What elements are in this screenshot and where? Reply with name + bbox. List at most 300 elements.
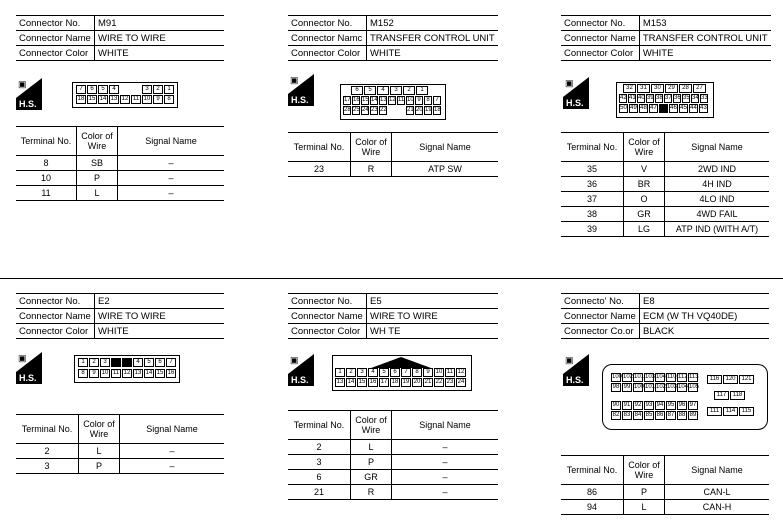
pin: 10 — [143, 96, 151, 102]
signal-name-cell: – — [392, 440, 499, 455]
connector-color-label: Connector Color — [16, 324, 95, 339]
pin: 17 — [380, 379, 388, 385]
table-row — [16, 444, 224, 459]
pin: 11 — [132, 96, 140, 102]
pin: 10 — [101, 370, 109, 376]
signal-name-header: Signal Name — [392, 411, 499, 440]
signal-name-cell: ATP IND (WITH A/T) — [665, 222, 770, 237]
pin: 82 — [612, 412, 620, 418]
signal-name-cell: – — [120, 444, 225, 459]
terminal-no-cell: 8 — [16, 156, 77, 171]
connector-info-table — [288, 293, 498, 339]
signal-name-cell: 4LO IND — [665, 192, 770, 207]
table-row — [561, 192, 769, 207]
signal-name-cell: 2WD IND — [665, 162, 770, 177]
pin: 41 — [629, 95, 636, 101]
table-row — [16, 156, 224, 171]
connector-color-value: WHITE — [639, 46, 770, 61]
connector-info-table — [288, 15, 498, 61]
pin: 94 — [656, 402, 664, 408]
wire-color-cell: R — [351, 485, 392, 500]
pin: 1 — [416, 86, 428, 95]
terminal-table-e2 — [16, 414, 224, 474]
wire-color-cell: L — [77, 186, 118, 201]
wire-color-cell: BR — [624, 177, 665, 192]
pin: 20 — [416, 107, 423, 113]
pin: 10 — [435, 369, 443, 375]
hs-icon: ▣ H.S. — [16, 352, 42, 384]
pin: 24 — [362, 107, 369, 113]
connector-face-m153 — [616, 82, 714, 118]
pin: 7 — [401, 368, 411, 377]
terminal-no-header: Terminal No. — [16, 415, 79, 444]
table-row — [561, 207, 769, 222]
pin: 3 — [390, 86, 402, 95]
signal-name-cell: – — [118, 171, 225, 186]
pin: 13 — [134, 370, 142, 376]
pin: 21 — [424, 379, 432, 385]
connector-color-label: Connector Color — [288, 46, 367, 61]
pin: 105 — [689, 384, 700, 390]
pin: 14 — [347, 379, 355, 385]
connector-name-value: WIRE TO WIRE — [95, 31, 225, 46]
terminal-no-header: Terminal No. — [288, 133, 351, 162]
pin: 12 — [389, 97, 396, 103]
table-row — [561, 222, 769, 237]
pin: 35 — [683, 95, 690, 101]
pin: 5 — [364, 86, 376, 95]
signal-name-cell: CAN-L — [665, 485, 770, 500]
wire-color-header: Color of Wire — [351, 133, 392, 162]
connector-color-label: Connector Color — [288, 324, 367, 339]
pin: 12 — [123, 370, 131, 376]
terminal-no-header: Terminal No. — [561, 133, 624, 162]
signal-name-header: Signal Name — [120, 415, 225, 444]
pin: 15 — [358, 379, 366, 385]
pin: 23 — [446, 379, 454, 385]
pin: 49 — [630, 105, 637, 111]
pin: 23 — [371, 107, 378, 113]
table-row — [288, 485, 498, 500]
pin — [659, 104, 668, 113]
signal-name-cell: – — [120, 459, 225, 474]
pin: 4 — [109, 85, 119, 94]
pin: 50 — [620, 105, 627, 111]
pin: 15 — [362, 97, 369, 103]
pin: 103 — [667, 384, 678, 390]
pin: 11 — [112, 370, 120, 376]
pin: 46 — [670, 105, 677, 111]
connector-color-value: WHITE — [95, 324, 225, 339]
connector-m91 — [16, 15, 224, 61]
terminal-table-m152 — [288, 132, 498, 177]
wire-color-header: Color of Wire — [77, 127, 118, 156]
pin: 18 — [434, 107, 441, 113]
connector-face-m152 — [340, 84, 446, 120]
connector-color-label: Connector Co.or — [561, 324, 640, 339]
pin: 114 — [723, 407, 738, 416]
pin: 2 — [153, 85, 163, 94]
pin: 44 — [690, 105, 697, 111]
pin: 117 — [714, 391, 729, 400]
wire-color-header: Color of Wire — [624, 133, 665, 162]
connector-no-label: Connector No. — [561, 16, 639, 31]
signal-name-cell: 4WD FAIL — [665, 207, 770, 222]
connector-e5 — [288, 293, 498, 339]
pin: 25 — [353, 107, 360, 113]
pin: 113 — [689, 374, 699, 380]
connector-color-value: WHITE — [95, 46, 225, 61]
pin — [131, 85, 141, 94]
terminal-no-header: Terminal No. — [288, 411, 351, 440]
pin: 6 — [351, 86, 363, 95]
signal-name-header: Signal Name — [118, 127, 225, 156]
pin: 12 — [121, 96, 129, 102]
pin: 1 — [164, 85, 174, 94]
connector-name-label: Connector Name — [16, 309, 95, 324]
terminal-table-m91 — [16, 126, 224, 201]
terminal-no-cell: 10 — [16, 171, 77, 186]
table-row — [288, 470, 498, 485]
pin: 104 — [656, 374, 667, 380]
pin: 19 — [425, 107, 432, 113]
terminal-no-cell: 3 — [288, 455, 351, 470]
connector-face-e2 — [74, 355, 180, 383]
terminal-no-cell: 11 — [16, 186, 77, 201]
wire-color-header: Color of Wire — [79, 415, 120, 444]
pin: 36 — [674, 95, 681, 101]
pin — [397, 106, 405, 115]
connector-name-value: TRANSFER CONTROL UNIT — [367, 31, 499, 46]
pin: 6 — [155, 358, 165, 367]
pin: 83 — [623, 412, 631, 418]
pin: 10 — [407, 97, 414, 103]
hs-icon: ▣ H.S. — [288, 354, 314, 386]
pin: 13 — [380, 97, 387, 103]
pin: 93 — [645, 402, 653, 408]
wire-color-cell: GR — [351, 470, 392, 485]
pin: 13 — [336, 379, 344, 385]
connector-color-label: Connector Color — [16, 46, 95, 61]
table-row — [561, 485, 769, 500]
connector-name-label: Connector Name — [288, 309, 367, 324]
hs-icon: ▣ H.S. — [563, 354, 589, 386]
connector-no-label: Connecto' No. — [561, 294, 640, 309]
wire-color-cell: LG — [624, 222, 665, 237]
connector-name-value: WIRE TO WIRE — [367, 309, 499, 324]
pin — [111, 358, 121, 367]
pin: 40 — [638, 95, 645, 101]
pin: 2 — [346, 368, 356, 377]
signal-name-cell: – — [392, 455, 499, 470]
connector-name-label: Connector Name — [561, 31, 639, 46]
pin: 7 — [433, 96, 441, 105]
signal-name-cell: – — [392, 485, 499, 500]
pin: 3 — [142, 85, 152, 94]
terminal-no-cell: 39 — [561, 222, 624, 237]
pin: 121 — [739, 375, 754, 384]
pin: 4 — [377, 86, 389, 95]
pin: 5 — [379, 368, 389, 377]
pin: 42 — [620, 95, 627, 101]
table-row — [288, 440, 498, 455]
pin: 97 — [689, 402, 697, 408]
section-divider — [0, 278, 783, 279]
table-row — [16, 459, 224, 474]
pin: 4 — [368, 368, 378, 377]
pin: 45 — [680, 105, 687, 111]
connector-e8 — [561, 293, 769, 339]
hs-icon: ▣ H.S. — [288, 74, 314, 106]
pin: 101 — [634, 374, 645, 380]
wire-color-cell: O — [624, 192, 665, 207]
pin: 2 — [89, 358, 99, 367]
connector-e2 — [16, 293, 224, 339]
pin: 103 — [645, 374, 656, 380]
pin — [122, 358, 132, 367]
terminal-no-cell: 94 — [561, 500, 624, 515]
connector-no-value: E2 — [95, 294, 225, 309]
pin: 110 — [667, 374, 677, 380]
pin — [120, 85, 130, 94]
pin: 9 — [415, 96, 423, 105]
pin: 1 — [78, 358, 88, 367]
pin: 30 — [651, 84, 664, 93]
terminal-table-m153 — [561, 132, 769, 237]
pin: 28 — [679, 84, 692, 93]
pin: 39 — [647, 95, 654, 101]
connector-name-value: WIRE TO WIRE — [95, 309, 225, 324]
connector-no-label: Connector No. — [288, 294, 367, 309]
pin: 7 — [166, 358, 176, 367]
pin: 3 — [100, 358, 110, 367]
pin: 98 — [612, 384, 620, 390]
connector-no-value: M91 — [95, 16, 225, 31]
connector-latch — [371, 356, 431, 368]
pin: 95 — [667, 402, 675, 408]
connector-info-table — [561, 293, 769, 339]
wire-color-cell: SB — [77, 156, 118, 171]
pin: 6 — [390, 368, 400, 377]
connector-name-label: Connector Name — [16, 31, 95, 46]
pin: 31 — [637, 84, 650, 93]
pin: 11 — [446, 369, 454, 375]
pin: 20 — [413, 379, 421, 385]
pin — [388, 106, 396, 115]
terminal-no-header: Terminal No. — [561, 456, 624, 485]
pin: 101 — [645, 384, 656, 390]
pin: 34 — [692, 95, 699, 101]
pin: 28 — [344, 107, 351, 113]
pin: 5 — [144, 358, 154, 367]
signal-name-header: Signal Name — [665, 456, 770, 485]
pin: 111 — [707, 407, 722, 416]
connector-color-value: WH TE — [367, 324, 499, 339]
wire-color-cell: L — [624, 500, 665, 515]
wire-color-cell: L — [351, 440, 392, 455]
terminal-table-e8 — [561, 455, 769, 515]
pin: 100 — [612, 374, 623, 380]
pin: 48 — [640, 105, 647, 111]
pin: 47 — [650, 105, 657, 111]
pin: 99 — [623, 384, 631, 390]
pin: 37 — [665, 95, 672, 101]
pin: 5 — [98, 85, 108, 94]
table-row — [561, 177, 769, 192]
pin: 16 — [167, 370, 175, 376]
pin: 3 — [357, 368, 367, 377]
signal-name-cell: ATP SW — [392, 162, 499, 177]
table-row — [288, 455, 498, 470]
pin: 96 — [678, 402, 686, 408]
terminal-no-cell: 3 — [16, 459, 79, 474]
connector-face-e8 — [602, 364, 768, 430]
pin: 8 — [78, 369, 88, 378]
pin: 11 — [398, 97, 405, 103]
terminal-no-cell: 21 — [288, 485, 351, 500]
pin: 12 — [457, 369, 465, 375]
pin: 6 — [87, 85, 97, 94]
pin: 84 — [634, 412, 642, 418]
pin: 32 — [623, 84, 636, 93]
pin: 90 — [612, 402, 620, 408]
pin: 19 — [402, 379, 410, 385]
connector-no-value: E8 — [640, 294, 770, 309]
pin: 8 — [424, 96, 432, 105]
pin: 2 — [403, 86, 415, 95]
wire-color-cell: L — [79, 444, 120, 459]
terminal-no-cell: 23 — [288, 162, 351, 177]
pin: 24 — [457, 379, 465, 385]
signal-name-cell: CAN-H — [665, 500, 770, 515]
connector-no-value: M153 — [639, 16, 770, 31]
terminal-no-cell: 38 — [561, 207, 624, 222]
connector-color-value: BLACK — [640, 324, 770, 339]
pin: 15 — [88, 96, 96, 102]
table-row — [561, 162, 769, 177]
pin: 21 — [407, 107, 414, 113]
wire-color-header: Color of Wire — [351, 411, 392, 440]
connector-name-label: Connector Name — [561, 309, 640, 324]
connector-name-label: Connector Namc — [288, 31, 367, 46]
terminal-no-cell: 2 — [16, 444, 79, 459]
connector-name-value: TRANSFER CONTROL UNIT — [639, 31, 770, 46]
connector-face-e5 — [332, 355, 472, 391]
pin: 4 — [133, 358, 143, 367]
hs-icon: ▣ H.S. — [563, 77, 589, 109]
pin: 115 — [739, 407, 754, 416]
signal-name-cell: – — [118, 156, 225, 171]
wire-color-cell: P — [624, 485, 665, 500]
terminal-no-cell: 35 — [561, 162, 624, 177]
pin: 14 — [371, 97, 378, 103]
wire-color-cell: GR — [624, 207, 665, 222]
connector-m152 — [288, 15, 498, 61]
table-row — [16, 171, 224, 186]
table-row — [561, 500, 769, 515]
pin: 38 — [656, 95, 663, 101]
pin: 102 — [656, 384, 667, 390]
terminal-no-cell: 6 — [288, 470, 351, 485]
pin: 100 — [634, 384, 645, 390]
pin: 120 — [723, 375, 738, 384]
pin: 1 — [335, 368, 345, 377]
pin: 9 — [423, 368, 433, 377]
signal-name-cell: – — [118, 186, 225, 201]
terminal-no-cell: 37 — [561, 192, 624, 207]
pin: 13 — [110, 96, 118, 102]
pin: 87 — [667, 412, 675, 418]
pin: 8 — [412, 368, 422, 377]
pin: 118 — [730, 391, 745, 400]
pin: 116 — [707, 375, 722, 384]
terminal-table-e5 — [288, 410, 498, 500]
pin: 18 — [77, 96, 85, 102]
pin: 88 — [678, 412, 686, 418]
pin: 9 — [89, 369, 99, 378]
pin: 104 — [678, 384, 689, 390]
connector-no-label: Connector No. — [16, 16, 95, 31]
wire-color-header: Color of Wire — [624, 456, 665, 485]
pin: 14 — [99, 96, 107, 102]
pin: 27 — [693, 84, 706, 93]
connector-face-m91 — [72, 82, 178, 108]
connector-no-value: E5 — [367, 294, 499, 309]
pin: 33 — [701, 95, 708, 101]
pin: 17 — [344, 97, 351, 103]
pin: 29 — [665, 84, 678, 93]
hs-icon: ▣ H.S. — [16, 78, 42, 110]
connector-info-table — [16, 293, 224, 339]
pin: 14 — [145, 370, 153, 376]
connector-name-value: ECM (W TH VQ40DE) — [640, 309, 770, 324]
wire-color-cell: V — [624, 162, 665, 177]
signal-name-header: Signal Name — [665, 133, 770, 162]
pin: 7 — [76, 85, 86, 94]
signal-name-cell: 4H IND — [665, 177, 770, 192]
pin: 43 — [700, 105, 707, 111]
pin: 86 — [656, 412, 664, 418]
pin: 16 — [353, 97, 360, 103]
pin: 15 — [156, 370, 164, 376]
connector-no-value: M152 — [367, 16, 499, 31]
wire-color-cell: P — [79, 459, 120, 474]
connector-m153 — [561, 15, 771, 61]
pin: 22 — [380, 107, 387, 113]
connector-info-table — [561, 15, 771, 61]
wire-color-cell: P — [77, 171, 118, 186]
pin: 16 — [369, 379, 377, 385]
pin: 112 — [678, 374, 688, 380]
terminal-no-cell: 2 — [288, 440, 351, 455]
connector-no-label: Connector No. — [288, 16, 367, 31]
pin: 18 — [391, 379, 399, 385]
wire-color-cell: R — [351, 162, 392, 177]
pin: 9 — [153, 95, 163, 104]
signal-name-header: Signal Name — [392, 133, 499, 162]
wire-color-cell: P — [351, 455, 392, 470]
connector-color-label: Connector Color — [561, 46, 639, 61]
pin: 89 — [689, 412, 697, 418]
pin: 92 — [634, 402, 642, 408]
table-row — [16, 186, 224, 201]
connector-color-value: WHITE — [367, 46, 499, 61]
terminal-no-cell: 86 — [561, 485, 624, 500]
connector-info-table — [16, 15, 224, 61]
pin: 102 — [623, 374, 634, 380]
terminal-no-header: Terminal No. — [16, 127, 77, 156]
pin: 85 — [645, 412, 653, 418]
